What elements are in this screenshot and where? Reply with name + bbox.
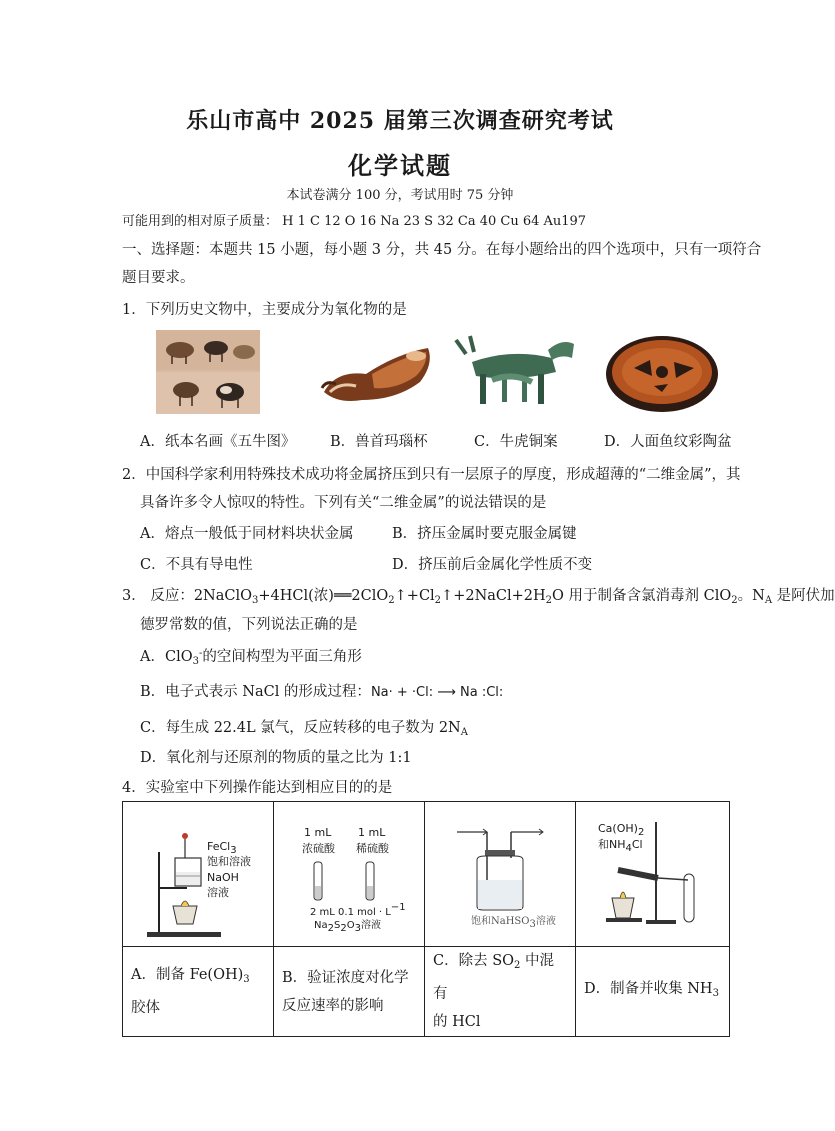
q3-text: B．电子式表示 NaCl 的形成过程： [140, 684, 371, 700]
q2-option-d: D．挤压前后金属化学性质不变 [392, 557, 593, 573]
q2-option-b: B．挤压金属时要克服金属键 [392, 526, 577, 542]
fig-b-text: 2 mL 0.1 mol · L [310, 907, 391, 918]
q3-option-d: D．氧化剂与还原剂的物质的量之比为 1:1 [140, 750, 412, 766]
exam-info: 本试卷满分 100 分，考试用时 75 分钟 [286, 188, 514, 203]
q4-caption-text: 胶体 [131, 1000, 160, 1016]
five-oxen-painting-image [156, 330, 260, 414]
q3-text: ↑+Cl [394, 588, 435, 604]
section-instructions-line1: 一、选择题：本题共 15 小题，每小题 3 分，共 45 分。在每小题给出的四个选项中，只有一项符合 [122, 242, 762, 258]
fig-a-label-4: 溶液 [207, 886, 229, 899]
subject-title: 化学试题 [348, 151, 452, 180]
q4-caption-text: D．制备并收集 NH [584, 981, 713, 997]
fig-b-label-6: Na2S2O3溶液 [314, 920, 381, 934]
fig-b-label-1: 1 mL [304, 826, 332, 839]
fig-b-label-4: 稀硫酸 [356, 842, 389, 855]
q4-caption-b [274, 947, 425, 1037]
fig-b-label-2: 浓硫酸 [302, 842, 335, 855]
fig-b-text: Na [314, 920, 328, 931]
q3-text: 是阿伏加 [772, 588, 835, 604]
q4-caption-text: B．验证浓度对化学 [282, 969, 409, 986]
q4-caption-text: 中混有 [433, 953, 555, 1002]
fig-d-text: Ca(OH) [598, 822, 638, 835]
fig-b-label-5: 2 mL 0.1 mol · L−1 [310, 902, 406, 918]
fig-a-text: FeCl [207, 840, 231, 853]
q3-text: C．每生成 22.4L 氯气，反应转移的电子数为 2N [140, 720, 461, 736]
bronze-table-image [452, 332, 582, 416]
fig-c-label: 饱和NaHSO3溶液 [471, 916, 556, 930]
fig-d-text: Cl [631, 838, 643, 851]
atomic-masses: 可能用到的相对原子质量： H 1 C 12 O 16 Na 23 S 32 Ca 40 Cu 64 Au197 [122, 214, 587, 229]
q2-option-a: A．熔点一般低于同材料块状金属 [140, 526, 354, 542]
q4-caption-d: D．制备并收集 $NH_3$ [576, 947, 730, 1037]
fig-b-label-3: 1 mL [358, 826, 386, 839]
q4-figure-c [425, 802, 576, 947]
agate-cup-image [316, 334, 438, 414]
fig-a-label-2: 饱和溶液 [207, 855, 251, 868]
fig-b-text: S [333, 920, 341, 931]
fig-c-text: 饱和NaHSO [471, 916, 530, 927]
q2-option-c: C．不具有导电性 [140, 557, 253, 573]
q1-stem: 1．下列历史文物中，主要成分为氧化物的是 [122, 302, 407, 318]
fig-c-text: 溶液 [535, 916, 556, 927]
q3-text: 3． 反应：2NaClO [122, 588, 253, 604]
q3-stem-line2: 德罗常数的值，下列说法正确的是 [140, 617, 358, 633]
q3-text: A．ClO [140, 649, 193, 665]
q4-caption-text: A．制备 Fe(OH) [131, 967, 244, 983]
q4-figure-d [576, 802, 730, 947]
fig-d-text: 和NH [598, 838, 626, 851]
q4-options-table [122, 801, 730, 1037]
fig-a-text: 3 [230, 845, 237, 856]
q1-option-a: A．纸本名画《五牛图》 [140, 434, 296, 450]
q2-stem-line2: 具备许多令人惊叹的特性。下列有关“二维金属”的说法错误的是 [140, 495, 547, 511]
fig-d-label-2: 和NH4Cl [598, 838, 643, 854]
q4-caption-c [425, 947, 576, 1037]
fig-b-text: 溶液 [360, 920, 381, 931]
fig-a-label-3: NaOH [207, 871, 239, 884]
q3-text: ↑+2NaCl+2H [441, 588, 546, 604]
q4-caption-text: C．除去 SO [433, 953, 515, 969]
q4-caption-text: 反应速率的影响 [282, 997, 384, 1014]
q3-text: 的空间构型为平面三角形 [202, 649, 362, 665]
fig-d-label-1: Ca(OH)2 [598, 822, 645, 838]
q1-option-b: B．兽首玛瑙杯 [330, 434, 428, 450]
q3-option-c: C．每生成 22.4L 氯气，反应转移的电子数为 $2N_A$ [140, 720, 468, 738]
q3-text: +4HCl(浓)══2ClO [258, 588, 389, 604]
exam-title: 乐山市高中 2025 届第三次调查研究考试 [186, 108, 614, 134]
q3-text: 。N [737, 588, 765, 604]
q4-figure-a [123, 802, 274, 947]
q4-figure-b [274, 802, 425, 947]
q4-caption-a: A．制备 $Fe(OH)_3$ 胶体 [123, 947, 274, 1037]
q1-option-d: D．人面鱼纹彩陶盆 [604, 434, 732, 450]
nacl-electron-formula: Na· + ·Cl: ⟶ Na :Cl: [370, 685, 504, 700]
q3-option-a: A．ClO$_3$-的空间构型为平面三角形 [140, 648, 362, 667]
fig-b-text: O [346, 920, 355, 931]
q4-caption-line: C．除去 $SO_2$ 中混有 [433, 953, 555, 1002]
painted-pottery-basin-image [604, 332, 720, 416]
q3-option-b [140, 680, 503, 701]
q2-stem-line1: 2．中国科学家利用特殊技术成功将金属挤压到只有一层原子的厚度，形成超薄的“二维金属”，其 [122, 467, 741, 483]
q3-stem-line1: 3． 反应：2NaClO$_3$+4HCl(浓)$══2ClO_2↑+Cl_2↑+2NaCl+2H_2O$ 用于制备含氯消毒剂 ClO$_2$。$N_A$ 是阿伏加 [122, 588, 835, 606]
section-instructions-line2: 题目要求。 [122, 270, 195, 286]
q3-text: O 用于制备含氯消毒剂 ClO [552, 588, 732, 604]
q4-caption-text: 的 HCl [433, 1014, 481, 1030]
q4-stem: 4．实验室中下列操作能达到相应目的的是 [122, 780, 393, 796]
q1-option-c: C．牛虎铜案 [474, 434, 558, 450]
